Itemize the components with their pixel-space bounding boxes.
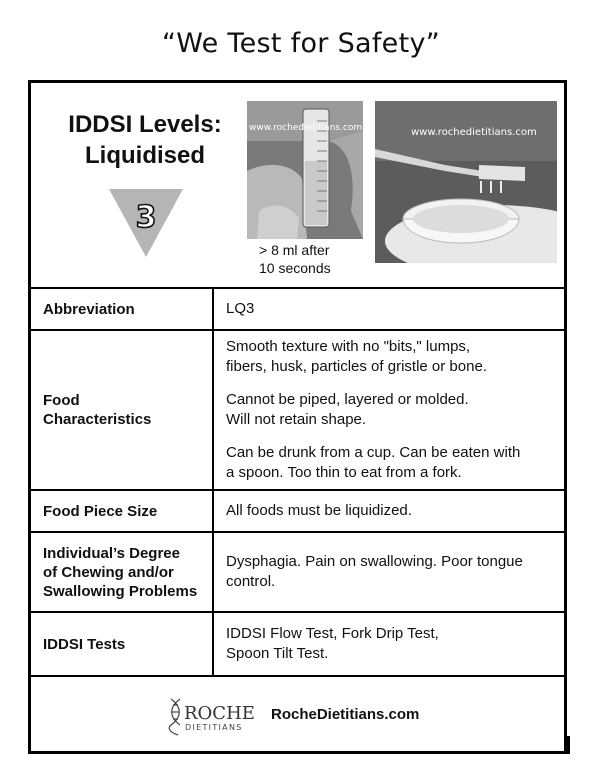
eating-line2: a spoon. Too thin to eat from a fork. [226,464,462,481]
iddsi-tests-value-line1: IDDSI Flow Test, Fork Drip Test, [226,625,439,642]
food-piece-size-label: Food Piece Size [31,491,214,531]
texture-line1: Smooth texture with no "bits," lumps, [226,338,471,355]
bowl-photo-watermark: www.rochedietitians.com [411,127,537,138]
food-piece-size-value-text: All foods must be liquidized. [226,502,412,519]
iddsi-tests-label: IDDSI Tests [31,613,214,675]
level-number: 3 [135,200,157,235]
chewing-swallowing-value [214,533,564,611]
iddsi-level-card [28,80,567,754]
shape-paragraph [226,390,564,430]
characteristics-table [31,287,564,675]
table-row-iddsi-tests [31,611,564,675]
shape-line1: Cannot be piped, layered or molded. [226,391,469,408]
table-row-food-characteristics [31,329,564,489]
texture-line2: fibers, husk, particles of gristle or bone. [226,358,487,375]
chewing-value-line1: Dysphagia. Pain on swallowing. Poor tongue [226,553,523,570]
chewing-value-line2: control. [226,573,276,590]
dna-helix-icon [169,699,180,735]
card-header [31,83,564,287]
page-heading: “We Test for Safety” [161,28,441,59]
chewing-swallowing-label [31,533,214,611]
food-characteristics-label [31,331,214,489]
level-title-line1: IDDSI Levels: [68,111,222,138]
fork-drip-test-photo [375,101,557,263]
texture-paragraph [226,337,564,377]
food-characteristics-value [214,331,564,489]
flow-test-caption-line1: > 8 ml after [259,242,330,258]
level-3-triangle-icon [109,189,183,257]
iddsi-tests-value-line2: Spoon Tilt Test. [226,645,329,662]
food-characteristics-label-line1: Food [43,392,80,409]
chewing-label-line3: Swallowing Problems [43,582,198,600]
table-row-abbreviation [31,287,564,329]
table-row-chewing-swallowing [31,531,564,611]
food-piece-size-value [214,491,564,531]
flow-test-caption-line2: 10 seconds [259,260,331,276]
level-title [45,109,245,171]
shape-line2: Will not retain shape. [226,411,367,428]
flow-test-caption [259,241,369,277]
food-characteristics-label-line2: Characteristics [43,411,152,428]
abbreviation-value [214,289,564,329]
footer-website-link[interactable]: RocheDietitians.com [271,706,420,723]
chewing-label-line2: of Chewing and/or [43,563,174,581]
card-footer [31,675,564,751]
iddsi-tests-value [214,613,564,675]
table-row-food-piece-size [31,489,564,531]
tube-photo-watermark: www.rochedietitians.com [249,123,363,133]
edge-mark [567,736,570,754]
abbreviation-label: Abbreviation [31,289,214,329]
flow-test-syringe-photo [247,101,363,239]
eating-paragraph [226,443,564,483]
level-title-line2: Liquidised [85,142,205,169]
logo-word: ROCHE [184,703,255,724]
roche-dietitians-logo [168,695,262,737]
logo-subword: DIETITIANS [185,723,243,732]
chewing-label-line1: Individual’s Degree [43,544,180,562]
eating-line1: Can be drunk from a cup. Can be eaten with [226,444,521,461]
abbreviation-value-text: LQ3 [226,300,255,317]
